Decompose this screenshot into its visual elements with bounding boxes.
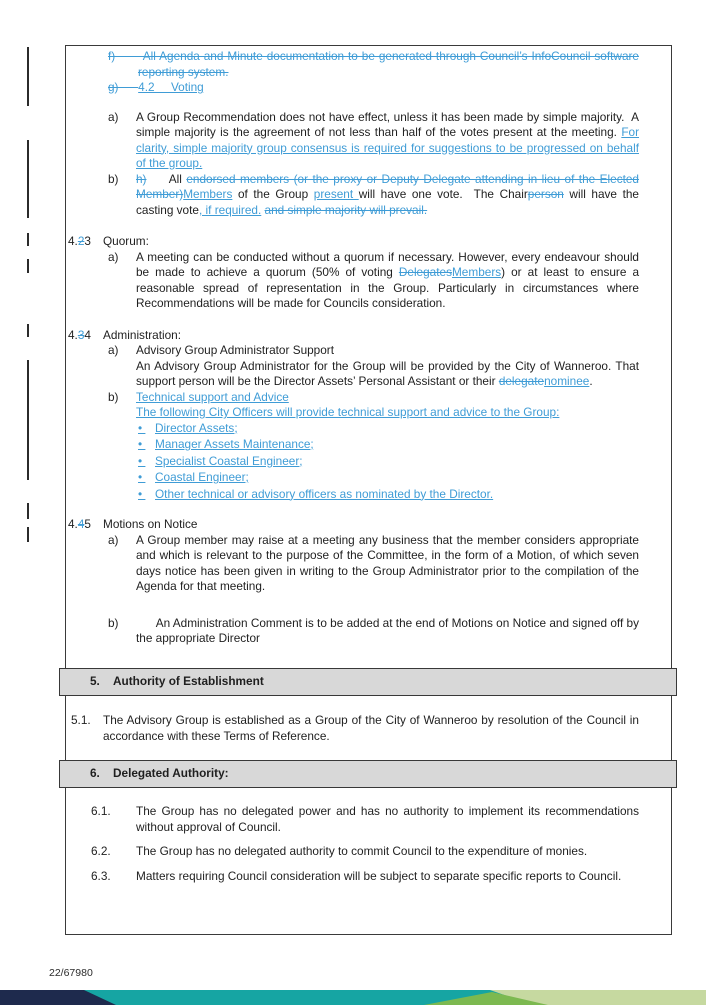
motions-clause-a: a) A Group member may raise at a meeting any business that the member considers appropriate and which is relevant to the purpose of the Committee, in the form of a Motion, of which seven days notice has been given in writing to the Group Administrator prior to the compilation of the Agenda for that meeting. [108,532,639,593]
list-marker: a) [108,109,119,124]
section-number: 6. [90,766,100,781]
bullet-icon: • [138,437,146,451]
change-bar [27,324,29,337]
section-title: Delegated Authority: [113,766,229,781]
clause-number: 5.1. [71,713,91,727]
officer-bullet-item: • Specialist Coastal Engineer; [138,453,303,468]
list-marker: a) [108,532,119,547]
section-5-content [66,696,671,760]
section-number: 5. [90,674,100,689]
document-reference-number: 22/67980 [49,967,93,979]
clause-number: 4.34 [68,327,91,342]
deleted-clause-f: f) All Agenda and Minute documentation to be generated through Council’s InfoCouncil software reporting system. [108,49,639,79]
bullet-icon: • [138,486,146,501]
change-bar [27,259,29,273]
officer-bullet-item: • Director Assets; [138,420,238,435]
officer-bullet-item: • Manager Assets Maintenance; [138,437,314,451]
clause-number: 4.23 [68,234,91,248]
bullet-icon: • [138,470,146,484]
bullet-icon: • [138,453,146,468]
administration-clause-a-title: a) Advisory Group Administrator Support [108,343,335,357]
administration-clause-b-title: b) Technical support and Advice [108,389,289,404]
change-bar [27,140,29,218]
quorum-clause-a: a) A meeting can be conducted without a quorum if necessary. However, every endeavour should be made to achieve a quorum (50% of voting DelegatesMembers) or at least to ensure a reasonable spread of representation in the Group. Particularly in circumstances where Recommendations will be made for Councils consideration. [108,249,640,310]
clause-number: 6.1. [91,804,111,818]
administration-clause-b-body: The following City Officers will provide technical support and advice to the Group: [136,405,560,419]
motions-heading: 4.45 Motions on Notice [68,517,198,531]
clause-number: 4.45 [68,517,91,531]
section-6-header [59,760,677,788]
clause-number: 6.2. [91,844,111,858]
list-marker: b) [108,171,119,186]
quorum-heading: 4.23 Quorum: [68,234,149,248]
change-bar [27,527,29,542]
clause-6-2: 6.2. The Group has no delegated authority to commit Council to the expenditure of monies. [91,844,588,858]
change-bar [27,503,29,519]
change-bar [27,47,29,106]
clause-5-1: 5.1. The Advisory Group is established as a Group of the City of Wanneroo by resolution of the Council in accordance with these Terms of Reference. [71,713,639,743]
list-marker: a) [108,249,119,264]
voting-clause-a: a) A Group Recommendation does not have effect, unless it has been made by simple majority. A simple majority is the agreement of not less than half of the votes present at the meeting. For clarity, simple majority group consensus is required for suggestions to be progressed on behalf of the group. [108,109,640,170]
officer-bullet-item: • Other technical or advisory officers as nominated by the Director. [138,486,494,501]
list-marker: b) [108,615,119,630]
clause-6-1: 6.1. The Group has no delegated power and has no authority to implement its recommendations without approval of Council. [91,804,639,834]
clause-g-voting-heading: g) 4.2 Voting [108,80,204,94]
change-bar [27,233,29,246]
section-5-header [59,668,677,696]
clause-6-3: 6.3. Matters requiring Council consideration will be subject to separate specific reports to Council. [91,868,622,883]
bullet-icon: • [138,420,146,435]
clause-number: 6.3. [91,868,111,883]
administration-heading: 4.34 Administration: [68,327,182,342]
change-bar [27,360,29,480]
administration-clause-a-body: An Advisory Group Administrator for the Group will be provided by the City of Wanneroo. That support person will be the Director Assets’ Personal Assistant or their delegatenominee. [136,358,639,388]
terms-of-reference-table [65,45,672,935]
section-4-content [66,46,671,668]
footer-brand-bar [0,990,706,1005]
motions-clause-b: b) An Administration Comment is to be added at the end of Motions on Notice and signed off by the appropriate Director [108,615,639,645]
voting-clause-b: b) h) All endorsed members (or the proxy or Deputy Delegate attending in lieu of the Elected Member)Members of the Group present will have one vote. The Chairperson will have the casting vote, if required. and simple majority will prevail. [108,171,639,217]
officer-bullet-item: • Coastal Engineer; [138,470,249,484]
section-6-content [66,788,671,934]
list-marker: b) [108,389,119,404]
list-marker: a) [108,343,119,357]
section-title: Authority of Establishment [113,674,264,689]
